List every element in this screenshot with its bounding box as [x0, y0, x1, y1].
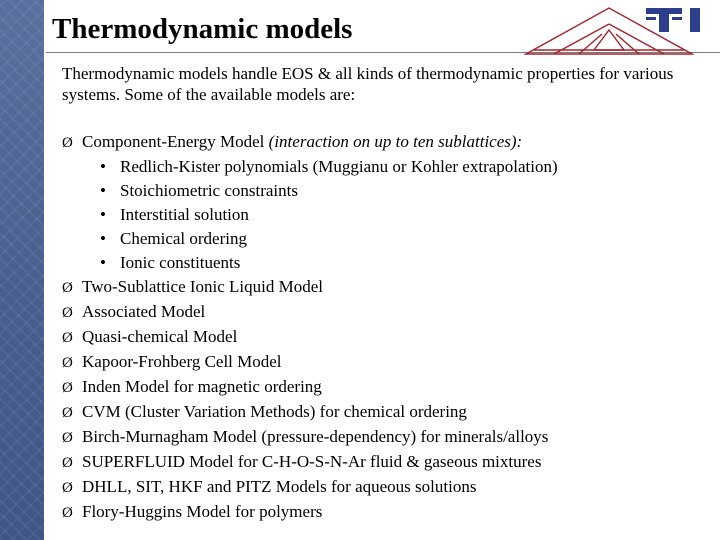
- arrow-bullet-icon: Ø: [62, 330, 73, 346]
- list-item: Ø Kapoor-Frohberg Cell Model: [62, 350, 712, 375]
- bullet-icon: •: [100, 157, 106, 176]
- bullet-icon: •: [100, 205, 106, 224]
- sublist-item: • Ionic constituents: [100, 251, 712, 275]
- sublist-item: • Stoichiometric constraints: [100, 179, 712, 203]
- arrow-bullet-icon: Ø: [62, 405, 73, 421]
- list-item: Ø Associated Model: [62, 300, 712, 325]
- list-item: [62, 130, 712, 275]
- company-logo-icon: [646, 8, 708, 32]
- bullet-icon: •: [100, 181, 106, 200]
- arrow-bullet-icon: Ø: [62, 305, 73, 321]
- list-item: Ø Quasi-chemical Model: [62, 325, 712, 350]
- arrow-bullet-icon: Ø: [62, 455, 73, 471]
- list-item-text: Component-Energy Model: [82, 132, 269, 151]
- list-item: Ø Birch-Murnagham Model (pressure-dependency) for minerals/alloys: [62, 425, 712, 450]
- list-item-note: (interaction on up to ten sublattices):: [268, 132, 523, 151]
- sublist: [62, 155, 712, 275]
- list-item: Ø CVM (Cluster Variation Methods) for chemical ordering: [62, 400, 712, 425]
- sublist-item: • Chemical ordering: [100, 227, 712, 251]
- bullet-icon: •: [100, 229, 106, 248]
- slide-title: Thermodynamic models: [52, 13, 353, 45]
- list-item: Ø Two-Sublattice Ionic Liquid Model: [62, 275, 712, 300]
- arrow-bullet-icon: Ø: [62, 280, 73, 296]
- list-item: Ø Inden Model for magnetic ordering: [62, 375, 712, 400]
- intro-paragraph: Thermodynamic models handle EOS & all kinds of thermodynamic properties for various systems. Some of the available models are:: [62, 64, 674, 104]
- sublist-item: • Interstitial solution: [100, 203, 712, 227]
- arrow-bullet-icon: Ø: [62, 430, 73, 446]
- arrow-bullet-icon: Ø: [62, 135, 73, 151]
- sublist-item: • Redlich-Kister polynomials (Muggianu or Kohler extrapolation): [100, 155, 712, 179]
- models-list: [62, 130, 712, 525]
- left-decorative-band: [0, 0, 44, 540]
- arrow-bullet-icon: Ø: [62, 380, 73, 396]
- bullet-icon: •: [100, 253, 106, 272]
- list-item: Ø Flory-Huggins Model for polymers: [62, 500, 712, 525]
- arrow-bullet-icon: Ø: [62, 480, 73, 496]
- arrow-bullet-icon: Ø: [62, 505, 73, 521]
- arrow-bullet-icon: Ø: [62, 355, 73, 371]
- list-item: Ø DHLL, SIT, HKF and PITZ Models for aqueous solutions: [62, 475, 712, 500]
- list-item: Ø SUPERFLUID Model for C-H-O-S-N-Ar fluid & gaseous mixtures: [62, 450, 712, 475]
